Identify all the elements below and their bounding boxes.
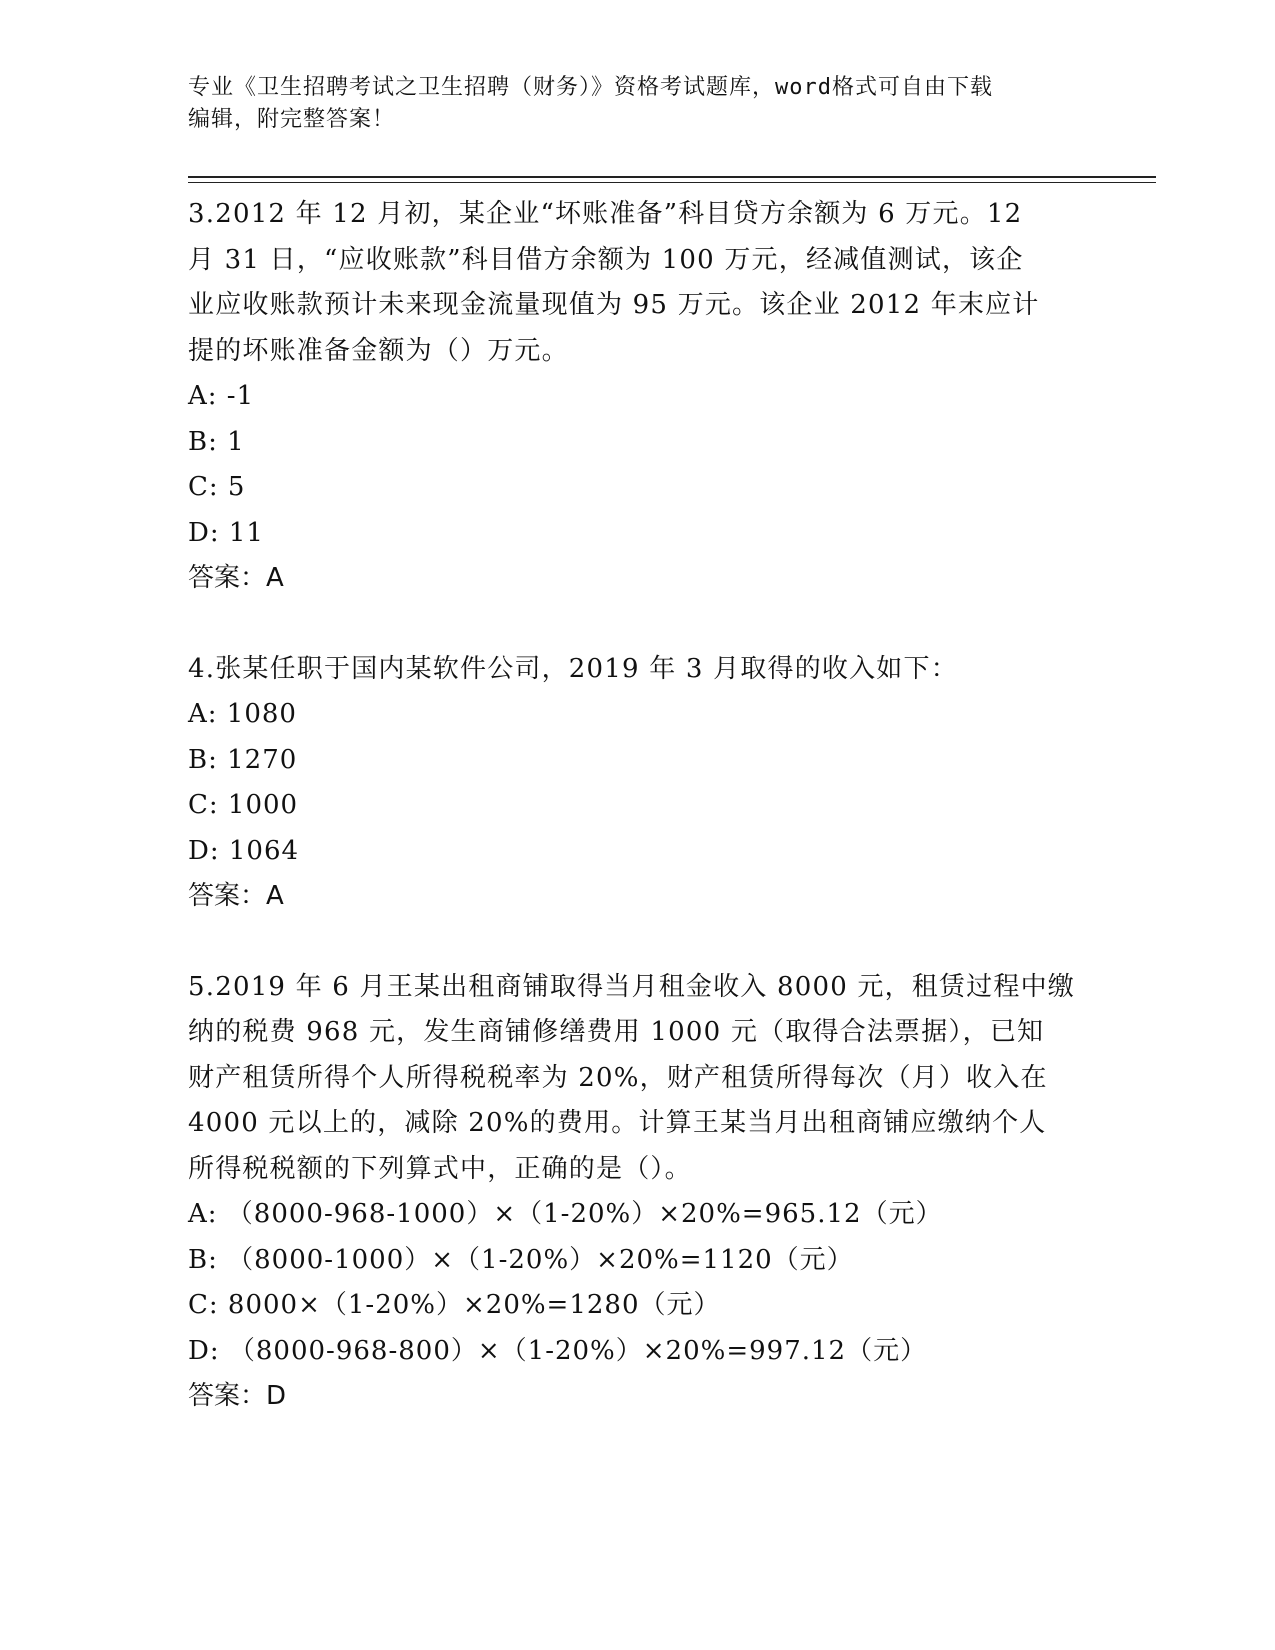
header-line: 专业《卫生招聘考试之卫生招聘（财务）》资格考试题库，word格式可自由下载 — [188, 75, 993, 100]
option-d: D: 11 — [188, 517, 264, 548]
question-stem-line: 月 31 日，“应收账款”科目借方余额为 100 万元，经减值测试，该企 — [188, 244, 1024, 275]
question-stem-line: 纳的税费 968 元，发生商铺修缮费用 1000 元（取得合法票据），已知 — [188, 1017, 1045, 1047]
question-stem-line: 3.2012 年 12 月初，某企业“坏账准备”科目贷方余额为 6 万元。12 — [188, 199, 1023, 229]
answer-line: 答案：A — [188, 881, 284, 911]
question-stem-line: 业应收账款预计未来现金流量现值为 95 万元。该企业 2012 年末应计 — [188, 290, 1040, 320]
option-c: C: 1000 — [188, 790, 299, 820]
option-b: B: 1270 — [188, 744, 298, 775]
question-stem-line: 所得税税额的下列算式中，正确的是（）。 — [188, 1153, 692, 1184]
question-stem-line: 财产租赁所得个人所得税税率为 20%，财产租赁所得每次（月）收入在 — [188, 1062, 1048, 1093]
option-c: C: 8000×（1-20%）×20%=1280（元） — [188, 1290, 721, 1320]
option-b: B: 1 — [188, 426, 245, 457]
question-stem-line: 4.张某任职于国内某软件公司，2019 年 3 月取得的收入如下： — [188, 653, 958, 684]
answer-line: 答案：A — [188, 563, 284, 593]
question-spacer — [188, 602, 1088, 647]
option-d: D: 1064 — [188, 835, 300, 866]
option-d: D: （8000-968-800）×（1-20%）×20%=997.12（元） — [188, 1335, 928, 1366]
header-divider-thin — [188, 182, 1156, 183]
question-stem-line: 5.2019 年 6 月王某出租商铺取得当月租金收入 8000 元，租赁过程中缴 — [188, 971, 1076, 1002]
option-b: B: （8000-1000）×（1-20%）×20%=1120（元） — [188, 1244, 854, 1275]
document-header — [188, 72, 1088, 136]
header-line: 编辑，附完整答案！ — [188, 107, 396, 132]
answer-line: 答案：D — [188, 1381, 287, 1411]
option-a: A: （8000-968-1000）×（1-20%）×20%=965.12（元） — [188, 1199, 943, 1229]
question-list — [188, 192, 1088, 1420]
option-a: A: 1080 — [188, 699, 297, 729]
question-spacer — [188, 920, 1088, 965]
question-stem-line: 提的坏账准备金额为（）万元。 — [188, 335, 569, 366]
option-c: C: 5 — [188, 472, 246, 502]
question-4 — [188, 647, 1088, 920]
header-divider-thick — [188, 176, 1156, 178]
question-stem-line: 4000 元以上的，减除 20%的费用。计算王某当月出租商铺应缴纳个人 — [188, 1108, 1047, 1138]
question-5 — [188, 965, 1088, 1420]
question-3 — [188, 192, 1088, 602]
option-a: A: -1 — [188, 381, 255, 411]
